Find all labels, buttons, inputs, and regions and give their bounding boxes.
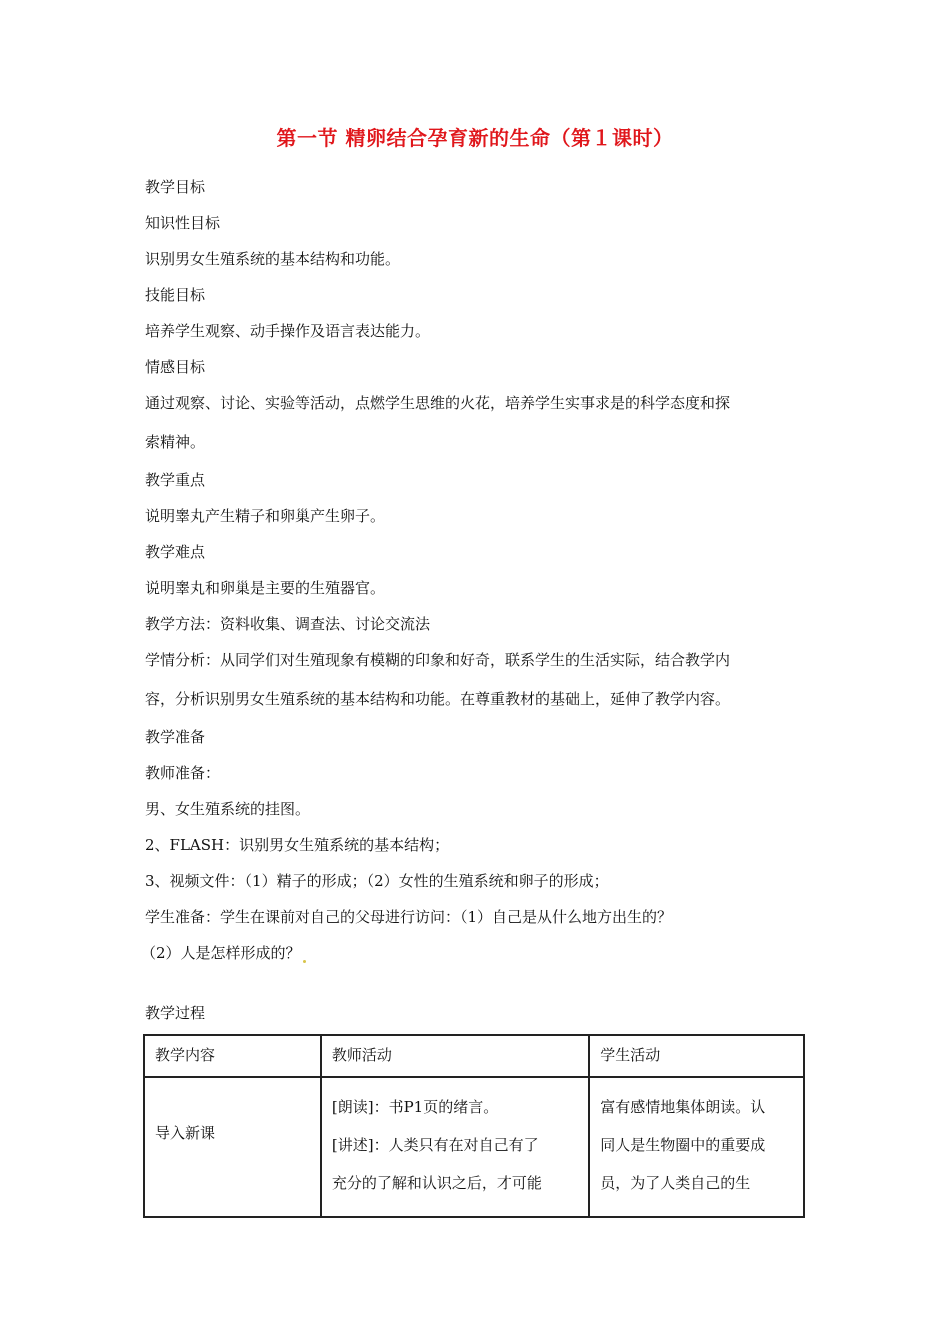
document-title: 第一节 精卵结合孕育新的生命（第１课时） [276, 126, 674, 150]
cell-line: [朗读]：书P1页的绪言。 [331, 1098, 499, 1116]
paragraph-analysis: 学情分析：从同学们对生殖现象有模糊的印象和好奇，联系学生的生活实际，结合教学内 [145, 651, 731, 669]
cell-line: 充分的了解和认识之后，才可能 [331, 1174, 542, 1192]
paragraph: 男、女生殖系统的挂图。 [145, 800, 311, 818]
paragraph: 通过观察、讨论、实验等活动，点燃学生思维的火花，培养学生实事求是的科学态度和探 [145, 394, 731, 412]
paragraph-analysis: 容，分析识别男女生殖系统的基本结构和功能。在尊重教材的基础上，延伸了教学内容。 [145, 690, 731, 708]
cell-line: 员，为了人类自己的生 [600, 1174, 751, 1192]
table-header-cell: 教学内容 [144, 1035, 321, 1077]
paragraph: 识别男女生殖系统的基本结构和功能。 [145, 250, 401, 268]
table-header-cell: 学生活动 [589, 1035, 804, 1077]
table-cell-content [144, 1077, 321, 1217]
heading-difficulties: 教学难点 [145, 543, 206, 561]
table-cell-student [589, 1077, 804, 1217]
mark-dot [303, 960, 306, 963]
heading-knowledge-goals: 知识性目标 [145, 214, 221, 232]
heading-skill-goals: 技能目标 [145, 286, 206, 304]
cell-line: [讲述]：人类只有在对自己有了 [331, 1136, 539, 1154]
paragraph: 培养学生观察、动手操作及语言表达能力。 [145, 322, 431, 340]
table-header-row [144, 1035, 804, 1077]
cell-lines [590, 1078, 803, 1202]
paragraph: 3、视频文件：（1）精子的形成；（2）女性的生殖系统和卵子的形成； [145, 872, 609, 890]
paragraph: （2）人是怎样形成的？ [141, 943, 306, 963]
paragraph-methods: 教学方法：资料收集、调查法、讨论交流法 [145, 615, 431, 633]
paragraph: 说明睾丸产生精子和卵巢产生卵子。 [145, 507, 386, 525]
heading-teaching-goals: 教学目标 [145, 178, 206, 196]
heading-teaching-process: 教学过程 [145, 1004, 206, 1022]
paragraph: 2、FLASH：识别男女生殖系统的基本结构； [145, 836, 450, 854]
table-header-cell: 教师活动 [321, 1035, 589, 1077]
heading-key-points: 教学重点 [145, 471, 206, 489]
cell-text: 导入新课 [155, 1124, 216, 1142]
teaching-process-table [143, 1034, 805, 1218]
table-cell-teacher [321, 1077, 589, 1217]
paragraph: 教师准备： [145, 764, 221, 782]
paragraph: 学生准备：学生在课前对自己的父母进行访问：（1）自己是从什么地方出生的？ [145, 908, 673, 926]
cell-lines [322, 1078, 588, 1202]
heading-preparation: 教学准备 [145, 728, 206, 746]
heading-emotion-goals: 情感目标 [145, 358, 206, 376]
cell-line: 富有感情地集体朗读。认 [600, 1098, 766, 1116]
paragraph: 索精神。 [145, 433, 206, 451]
cell-line: 同人是生物圈中的重要成 [600, 1136, 766, 1154]
paragraph: 说明睾丸和卵巢是主要的生殖器官。 [145, 579, 386, 597]
table-row [144, 1077, 804, 1217]
